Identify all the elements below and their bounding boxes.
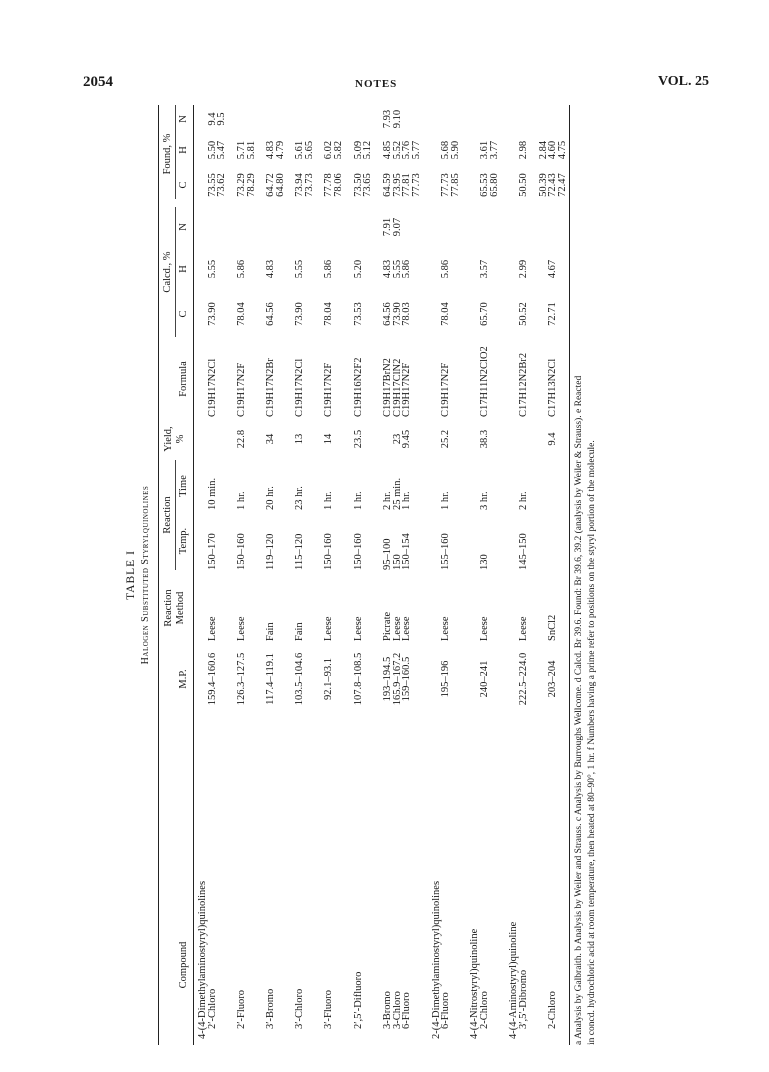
cell-compound: 2′-Fluoro [235,989,247,1029]
page-number: 2054 [83,74,113,90]
cell-mp: 195–196 [440,660,452,698]
cell-found-h: 3.77 [488,140,500,160]
cell-compound: 3′-Chloro [294,988,306,1029]
cell-compound: 3′,5′-Dibromo [518,969,530,1029]
cell-time: 3 hr. [479,491,491,510]
cell-calc-h: 4.83 [381,259,393,279]
rotated-table [125,105,605,1045]
cell-calc-c: 78.04 [323,302,335,326]
table-footnotes [573,105,599,1045]
cell-formula: C19H17N2Cl [294,358,306,417]
col-header-time: Time [178,475,189,497]
cell-found-h: 5.12 [362,140,374,160]
cell-found-h: 4.75 [557,140,568,160]
cell-calc-n: 9.07 [391,217,403,237]
cell-time: 1 hr. [235,491,247,510]
found-group-rule [175,105,176,199]
cell-mp: 117.4–119.1 [265,653,277,705]
cell-found-h: 2.84 [537,140,549,160]
cell-found-h: 5.77 [411,140,423,160]
cell-formula: C19H17N2Cl [206,358,218,417]
calcd-group-rule [175,207,176,337]
cell-found-c: 73.95 [391,173,403,197]
cell-found-h: 5.76 [401,140,413,160]
cell-calc-h: 3.57 [479,259,491,279]
col-header-found-c: C [178,181,189,189]
cell-found-c: 64.72 [265,173,277,197]
cell-time: 1 hr. [323,491,335,510]
cell-found-c: 78.06 [333,173,345,197]
cell-found-c: 77.73 [440,173,452,197]
cell-found-n: 7.93 [381,109,393,129]
cell-method: Leese [352,616,364,641]
cell-method: Leese [401,616,413,641]
col-header-yield-line1: Yield, [163,426,174,452]
cell-found-n: 9.4 [206,112,218,126]
cell-found-h: 5.68 [440,140,452,160]
cell-temp: 155–160 [440,533,452,570]
cell-mp: 92.1–93.1 [323,658,335,700]
cell-found-c: 77.78 [323,173,335,197]
bottom-rule [569,105,570,1045]
cell-found-c: 77.73 [411,173,423,197]
cell-compound: 6-Fluoro [401,992,413,1029]
cell-method: Fain [265,622,277,641]
footnote-line-2: in concd. hydrochloric acid at room temperature, then heated at 80–90°, 1 hr. f Numbers having a prime refer to positions on the styryl portion of the molecule. [587,440,597,1045]
cell-method: Leese [235,616,247,641]
cell-calc-h: 5.20 [352,259,364,279]
cell-mp: 193–194.5 [381,656,393,702]
cell-found-h: 6.02 [323,140,335,160]
cell-temp: 150–154 [401,533,413,570]
cell-method: Picrate [381,611,393,641]
cell-yield: 38.3 [479,429,491,449]
cell-found-h: 4.60 [547,140,559,160]
cell-method: Fain [294,622,306,641]
cell-formula: C19H16N2F2 [352,357,364,417]
cell-temp: 150–160 [323,533,335,570]
col-header-temp: Temp. [178,527,189,555]
cell-compound: 3-Chloro [391,991,403,1029]
cell-compound: 4-(4-Aminostyryl)quinoline [508,921,520,1039]
cell-calc-h: 5.86 [440,259,452,279]
cell-found-n: 9.10 [391,109,403,129]
cell-found-h: 4.83 [265,140,277,160]
cell-compound: 3′-Fluoro [323,989,335,1029]
cell-temp: 145–150 [518,533,530,570]
cell-temp: 115–120 [294,533,306,570]
cell-time: 1 hr. [440,491,452,510]
cell-found-h: 4.85 [381,140,393,160]
cell-calc-c: 73.90 [206,302,218,326]
cell-yield: 23.5 [352,429,364,449]
col-header-mp: M.P. [178,669,189,689]
cell-compound: 3′-Bromo [265,988,277,1029]
cell-formula: C19H17N2F [323,362,335,417]
cell-found-c: 50.39 [537,173,549,197]
cell-yield: 23 [391,433,403,445]
cell-found-c: 77.85 [449,173,461,197]
col-header-calc-h: H [178,265,189,273]
col-header-compound: Compound [178,941,189,989]
cell-calc-c: 64.56 [381,302,393,326]
col-header-method-line1: Reaction [163,589,174,627]
cell-found-c: 65.53 [479,173,491,197]
cell-found-c: 78.29 [245,173,257,197]
found-group-header: Found, % [162,133,173,175]
calcd-group-header: Calcd., % [162,251,173,293]
cell-found-h: 5.09 [352,140,364,160]
cell-calc-n: 7.91 [381,217,393,237]
top-rule [158,105,159,1045]
cell-calc-h: 5.55 [294,259,306,279]
cell-yield: 13 [294,433,306,445]
cell-found-h: 5.65 [304,140,316,160]
cell-found-c: 73.94 [294,173,306,197]
cell-formula: C19H17N2F [235,362,247,417]
cell-yield: 9.4 [547,432,559,446]
cell-found-h: 5.52 [391,140,403,160]
cell-calc-c: 73.53 [352,302,364,326]
cell-found-c: 73.62 [216,173,228,197]
cell-mp: 203–204 [547,660,559,698]
cell-calc-c: 50.52 [518,302,530,326]
cell-mp: 103.5–104.6 [294,652,306,706]
cell-mp: 222.5–224.0 [518,652,530,706]
cell-formula: C19H17N2F [401,362,413,417]
cell-time: 1 hr. [352,491,364,510]
cell-found-n: 9.5 [216,112,228,126]
cell-found-c: 73.29 [235,173,247,197]
cell-temp: 95–100 [381,538,393,570]
cell-compound: 2-Chloro [479,991,491,1029]
cell-method: Leese [206,616,218,641]
cell-compound: 6-Fluoro [440,992,452,1029]
reaction-group-rule [175,460,176,570]
footnote-line-1: a Analysis by Galbraith. b Analysis by Weiler and Strauss. c Analysis by Burroughs Wellcome. d Calcd. Br 39.6. Found: Br 39.6, 39.2 (analysis by Weiler & Strauss). e Reacted [574,375,584,1045]
cell-temp: 119–120 [265,533,277,570]
col-header-yield-line2: % [175,434,186,444]
cell-yield: 14 [323,433,335,445]
cell-temp: 150 [391,554,403,570]
cell-found-h: 5.90 [449,140,461,160]
cell-method: Leese [518,616,530,641]
cell-formula: C19H17N2Br [265,358,277,417]
cell-temp: 130 [479,554,491,570]
col-header-found-h: H [178,146,189,154]
cell-time: 23 hr. [294,486,306,510]
cell-calc-c: 73.90 [294,302,306,326]
cell-found-h: 3.61 [479,140,491,160]
cell-found-c: 72.43 [547,173,559,197]
volume-label: VOL. 25 [657,74,709,89]
cell-formula: C19H17ClN2 [391,358,403,417]
cell-found-h: 5.81 [245,140,257,160]
cell-temp: 150–170 [206,533,218,570]
cell-found-h: 5.82 [333,140,345,160]
cell-mp: 165.9–167.2 [391,652,403,706]
cell-calc-h: 5.55 [391,259,403,279]
cell-found-h: 2.98 [518,140,530,160]
cell-compound: 4-(4-Dimethylaminostyryl)quinolines [197,880,208,1039]
cell-calc-c: 78.04 [440,302,452,326]
cell-compound: 2′,5′-Difluoro [352,971,364,1029]
col-header-calc-c: C [178,310,189,318]
cell-time: 1 hr. [401,491,413,510]
cell-calc-c: 64.56 [265,302,277,326]
cell-calc-h: 5.86 [235,259,247,279]
cell-temp: 150–160 [235,533,247,570]
cell-calc-h: 4.67 [547,259,559,279]
cell-found-c: 65.80 [488,173,500,197]
cell-formula: C17H12N2Br2 [518,352,530,417]
table-title: TABLE I [125,550,137,600]
cell-found-c: 73.50 [352,173,364,197]
table-subtitle: Halogen Substituted Styrylquinolines [140,485,151,665]
cell-found-c: 73.55 [206,173,218,197]
col-header-method-line2: Method [175,591,186,625]
cell-time: 10 min. [206,477,218,510]
cell-found-c: 64.59 [381,173,393,197]
cell-compound: 2-Chloro [547,991,559,1029]
cell-found-h: 5.47 [216,140,228,160]
cell-found-c: 77.81 [401,173,413,197]
cell-calc-c: 73.90 [391,302,403,326]
header-rule [193,105,194,1045]
cell-yield: 34 [265,433,277,445]
cell-found-c: 64.80 [274,173,286,197]
cell-time: 20 hr. [265,486,277,510]
cell-method: Leese [391,616,403,641]
cell-found-h: 5.61 [294,140,306,160]
cell-found-c: 72.47 [557,173,568,197]
cell-mp: 159.4–160.6 [206,652,218,706]
cell-time: 25 min. [391,477,403,510]
cell-found-c: 73.65 [362,173,374,197]
cell-method: Leese [440,616,452,641]
col-header-found-n: N [178,115,189,123]
cell-calc-h: 5.86 [401,259,413,279]
cell-formula: C17H13N2Cl [547,358,559,417]
cell-formula: C19H17N2F [440,362,452,417]
cell-calc-h: 5.86 [323,259,335,279]
cell-mp: 159–160.5 [401,656,413,702]
cell-mp: 107.8–108.5 [352,652,364,706]
cell-yield: 25.2 [440,429,452,449]
cell-time: 2 hr. [381,491,393,510]
cell-found-c: 50.50 [518,173,530,197]
cell-calc-h: 4.83 [265,259,277,279]
cell-found-h: 5.71 [235,140,247,160]
col-header-formula: Formula [178,361,189,397]
cell-yield: 22.8 [235,429,247,449]
cell-compound: 3-Bromo [381,991,393,1029]
cell-method: Leese [323,616,335,641]
cell-mp: 240–241 [479,660,491,698]
cell-calc-c: 65.70 [479,302,491,326]
col-header-calc-n: N [178,223,189,231]
cell-found-h: 4.79 [274,140,286,160]
cell-formula: C19H17BrN2 [381,358,393,417]
cell-calc-c: 78.04 [235,302,247,326]
cell-mp: 126.3–127.5 [235,652,247,706]
cell-compound: 2-(4-Dimethylaminostyryl)quinolines [430,880,442,1039]
cell-found-c: 73.73 [304,173,316,197]
cell-yield: 9.45 [401,429,413,449]
cell-calc-c: 78.03 [401,302,413,326]
cell-time: 2 hr. [518,491,530,510]
running-head: NOTES [355,78,398,90]
cell-compound: 2′-Chloro [206,988,218,1029]
cell-compound: 4-(4-Nitrostyryl)quinoline [469,928,481,1039]
cell-found-h: 5.50 [206,140,218,160]
cell-formula: C17H11N2ClO2 [479,346,491,417]
cell-calc-h: 5.55 [206,259,218,279]
cell-temp: 150–160 [352,533,364,570]
cell-calc-c: 72.71 [547,302,559,326]
cell-calc-h: 2.99 [518,259,530,279]
cell-method: SnCl2 [547,614,559,641]
reaction-group-header: Reaction [162,496,173,534]
cell-method: Leese [479,616,491,641]
